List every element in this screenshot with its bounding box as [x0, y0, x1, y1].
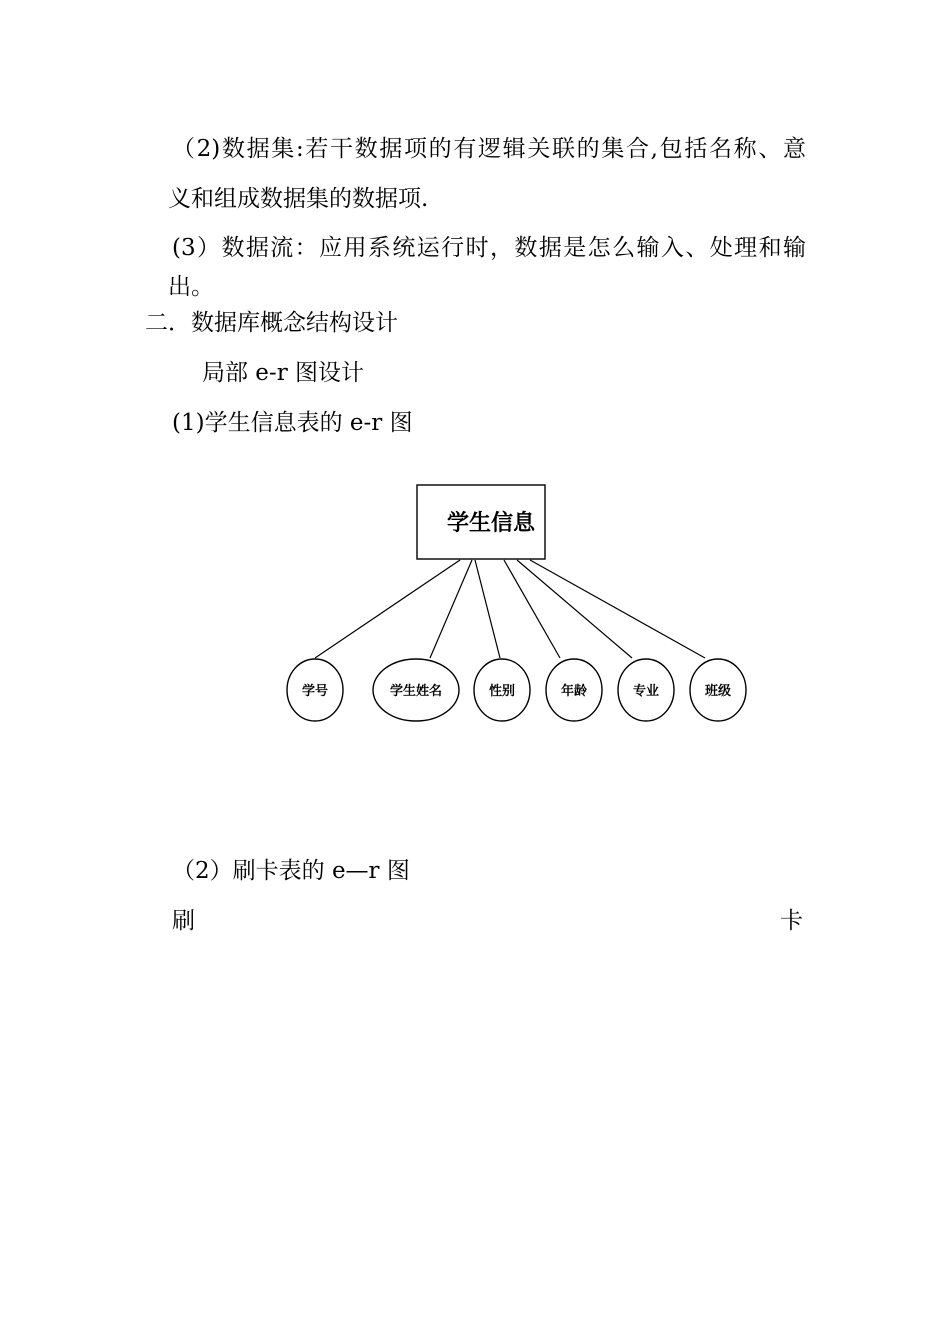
attribute-label: 学生姓名 [389, 684, 443, 699]
connector-line [315, 560, 460, 658]
attribute-oval [373, 659, 459, 721]
diagram2-caption: （2）刷卡表的 e—r 图 [172, 858, 410, 884]
attribute-label: 性别 [488, 684, 516, 699]
attribute-oval [287, 659, 343, 721]
connector-line [530, 560, 705, 658]
subheading: 局部 e-r 图设计 [202, 360, 364, 386]
paragraph-dataflow-line1: (3）数据流：应用系统运行时，数据是怎么输入、处理和输 [172, 235, 806, 261]
paragraph-dataset-line1: （2)数据集:若干数据项的有逻辑关联的集合,包括名称、意 [172, 136, 806, 162]
entity-box [417, 485, 545, 559]
connector-line [430, 560, 472, 658]
diagram1-caption: (1)学生信息表的 e-r 图 [172, 410, 413, 436]
section-heading: 二．数据库概念结构设计 [145, 310, 398, 336]
connector-line [504, 560, 560, 658]
trailing-word-right: 卡 [780, 908, 803, 934]
attribute-label: 专业 [632, 684, 660, 699]
attribute-oval [474, 659, 530, 721]
attribute-oval [618, 659, 674, 721]
connector-lines [315, 560, 705, 658]
attribute-label: 学号 [301, 684, 329, 699]
attribute-oval [546, 659, 602, 721]
attribute-label: 班级 [704, 684, 732, 699]
paragraph-dataset-line2: 义和组成数据集的数据项. [168, 186, 429, 212]
trailing-word-left: 刷 [172, 908, 195, 934]
paragraph-dataflow-line2: 出。 [168, 274, 214, 300]
entity-label: 学生信息 [446, 511, 536, 536]
er-diagram [280, 478, 760, 728]
attribute-label: 年龄 [560, 684, 588, 699]
connector-line [475, 560, 500, 658]
connector-line [517, 560, 632, 658]
attribute-oval [690, 659, 746, 721]
